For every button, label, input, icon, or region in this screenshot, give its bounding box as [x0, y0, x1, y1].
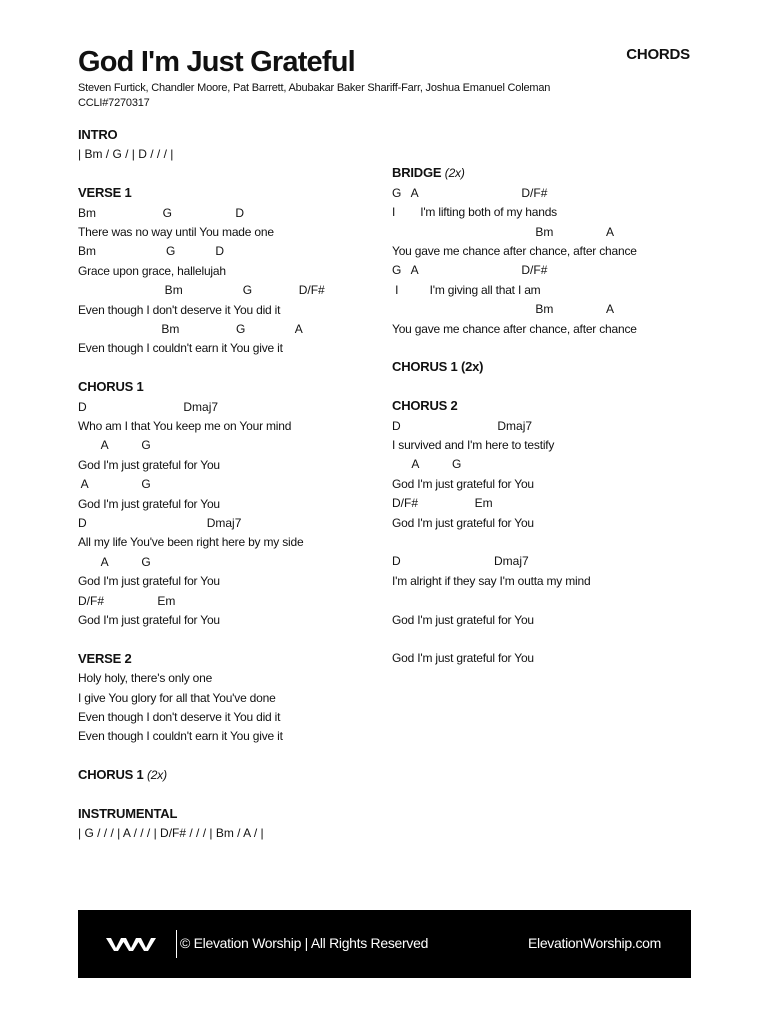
lyric-line: You gave me chance after chance, after chance	[392, 244, 637, 258]
elevation-worship-logo-icon	[106, 934, 156, 957]
lyric-line: God I'm just grateful for You	[392, 515, 534, 530]
section-heading	[392, 398, 458, 414]
section-heading	[392, 359, 483, 375]
repeat-note: (2x)	[147, 768, 167, 783]
chord-line: Bm G A	[78, 322, 303, 336]
lyric-line: Grace upon grace, hallelujah	[78, 263, 226, 278]
section-heading-text: VERSE 1	[78, 185, 132, 201]
lyric-line: God I'm just grateful for You	[78, 613, 220, 627]
song-title: God I'm Just Grateful	[78, 46, 355, 78]
lyric-line: I I'm giving all that I am	[392, 282, 541, 297]
chord-line: A G	[78, 438, 151, 453]
lyric-line: Even though I couldn't earn it You give it	[78, 341, 283, 356]
lyric-line: Even though I couldn't earn it You give it	[78, 729, 283, 744]
website-link[interactable]: ElevationWorship.com	[527, 935, 661, 951]
section-heading-text: CHORUS 1	[78, 379, 144, 395]
lyric-line: I give You glory for all that You've done	[78, 690, 276, 705]
chord-line: A G	[78, 554, 151, 569]
footer-divider	[176, 930, 177, 958]
repeat-note: (2x)	[444, 166, 465, 181]
lyric-line: Even though I don't deserve it You did it	[78, 710, 281, 724]
chord-line: D Dmaj7	[392, 554, 529, 569]
copyright-text: © Elevation Worship | All Rights Reserved	[180, 935, 429, 951]
footer-bar	[78, 910, 691, 978]
chord-line: Bm G D/F#	[78, 283, 325, 298]
chord-line: Bm A	[392, 302, 615, 317]
section-heading-text: BRIDGE	[392, 165, 445, 181]
section-heading	[78, 379, 144, 395]
section-heading	[392, 165, 465, 181]
chord-line: D Dmaj7	[78, 399, 219, 414]
section-heading	[78, 806, 177, 822]
lyric-line: God I'm just grateful for You	[78, 457, 220, 472]
section-heading	[78, 651, 132, 667]
section-heading-text: INSTRUMENTAL	[78, 806, 178, 821]
lyric-line: I'm alright if they say I'm outta my mind	[392, 573, 591, 588]
chord-line: G A D/F#	[392, 263, 548, 278]
chord-line: Bm G D	[78, 205, 245, 220]
lyric-line: God I'm just grateful for You	[78, 496, 220, 511]
chord-line: A G	[78, 477, 151, 492]
ccli-number: CCLI#7270317	[78, 97, 150, 109]
chord-line: Bm A	[392, 224, 615, 239]
lyric-line: God I'm just grateful for You	[78, 574, 220, 589]
section-heading	[78, 767, 167, 783]
lyric-line: There was no way until You made one	[78, 225, 274, 239]
chord-line: Bm G D	[78, 244, 225, 259]
lyric-line: All my life You've been right here by my side	[78, 535, 304, 550]
chord-line: | G / / / | A / / / | D/F# / / / | Bm / A / |	[78, 826, 264, 841]
lyric-line: Even though I don't deserve it You did it	[78, 302, 281, 317]
chord-line: D/F# Em	[392, 496, 493, 511]
lyric-line: I I'm lifting both of my hands	[392, 205, 557, 220]
lyric-line: You gave me chance after chance, after chance	[392, 321, 637, 336]
chord-line: D Dmaj7	[78, 516, 242, 530]
section-heading	[78, 127, 117, 143]
song-credits	[78, 81, 550, 111]
section-heading-text: CHORUS 2	[392, 398, 458, 414]
lyric-line: Who am I that You keep me on Your mind	[78, 419, 292, 433]
chord-line: | Bm / G / | D / / / |	[78, 147, 174, 162]
section-heading-text: CHORUS 1 (2x)	[392, 359, 484, 375]
section-heading-text: INTRO	[78, 127, 118, 142]
chord-line: D/F# Em	[78, 593, 176, 608]
section-heading-text: CHORUS 1	[78, 767, 147, 783]
lyric-line: God I'm just grateful for You	[392, 476, 534, 491]
section-heading	[78, 185, 132, 201]
chord-line: A G	[392, 457, 462, 472]
chord-line: D Dmaj7	[392, 418, 533, 433]
lyric-line: God I'm just grateful for You	[392, 612, 534, 627]
lyric-line: Holy holy, there's only one	[78, 671, 213, 686]
lyric-line: I survived and I'm here to testify	[392, 438, 555, 452]
section-heading-text: VERSE 2	[78, 650, 132, 666]
lyric-line: God I'm just grateful for You	[392, 651, 534, 666]
songwriters: Steven Furtick, Chandler Moore, Pat Barrett, Abubakar Baker Shariff-Farr, Joshua Emanuel Coleman	[78, 82, 551, 94]
document-type-label: CHORDS	[626, 46, 690, 63]
chord-line: G A D/F#	[392, 185, 548, 200]
